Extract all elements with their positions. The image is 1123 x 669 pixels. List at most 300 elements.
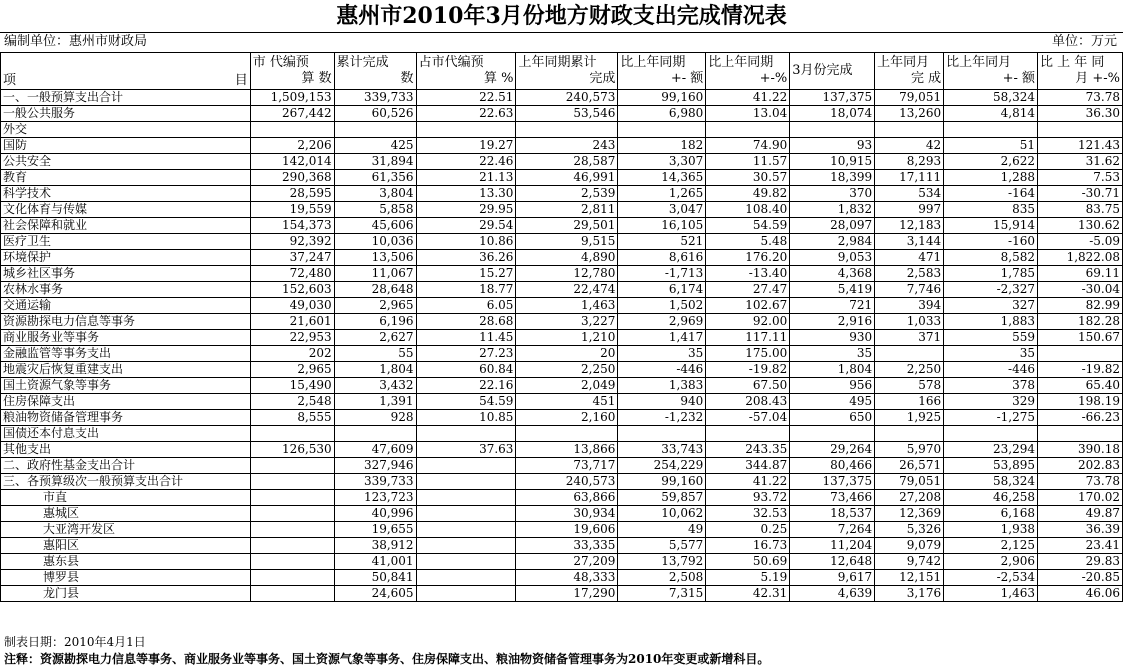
data-cell[interactable]: 166 (875, 394, 944, 410)
data-cell[interactable]: 2,539 (516, 186, 618, 202)
data-cell[interactable]: 50.69 (706, 554, 790, 570)
data-cell[interactable]: -30.71 (1038, 186, 1123, 202)
data-cell[interactable]: 327 (944, 298, 1038, 314)
data-cell[interactable] (944, 122, 1038, 138)
data-cell[interactable]: 2,125 (944, 538, 1038, 554)
data-cell[interactable]: 1,210 (516, 330, 618, 346)
data-cell[interactable]: 13.30 (416, 186, 516, 202)
data-cell[interactable]: 9,617 (790, 570, 875, 586)
data-cell[interactable]: 28,587 (516, 154, 618, 170)
data-cell[interactable]: 997 (875, 202, 944, 218)
data-cell[interactable]: 30,934 (516, 506, 618, 522)
data-cell[interactable]: 1,391 (334, 394, 416, 410)
data-cell[interactable]: 36.39 (1038, 522, 1123, 538)
data-cell[interactable]: 5,858 (334, 202, 416, 218)
data-cell[interactable]: 108.40 (706, 202, 790, 218)
data-cell[interactable]: 19,559 (250, 202, 334, 218)
data-cell[interactable]: 22.16 (416, 378, 516, 394)
data-cell[interactable]: 13,792 (618, 554, 706, 570)
data-cell[interactable]: 22.63 (416, 106, 516, 122)
data-cell[interactable]: 339,733 (334, 474, 416, 490)
row-label-cell[interactable]: 交通运输 (1, 298, 251, 314)
data-cell[interactable] (334, 122, 416, 138)
data-cell[interactable]: 37,247 (250, 250, 334, 266)
data-cell[interactable]: 54.59 (416, 394, 516, 410)
data-cell[interactable]: 6.05 (416, 298, 516, 314)
data-cell[interactable]: 3,804 (334, 186, 416, 202)
data-cell[interactable]: 940 (618, 394, 706, 410)
data-cell[interactable]: 6,196 (334, 314, 416, 330)
row-label-cell[interactable]: 金融监管等事务支出 (1, 346, 251, 362)
data-cell[interactable] (416, 458, 516, 474)
data-cell[interactable]: 2,250 (516, 362, 618, 378)
data-cell[interactable]: 2,583 (875, 266, 944, 282)
data-cell[interactable]: 327,946 (334, 458, 416, 474)
row-label-cell[interactable]: 农林水事务 (1, 282, 251, 298)
data-cell[interactable]: 32.53 (706, 506, 790, 522)
row-label-cell[interactable]: 地震灾后恢复重建支出 (1, 362, 251, 378)
data-cell[interactable]: 11.45 (416, 330, 516, 346)
data-cell[interactable] (250, 570, 334, 586)
data-cell[interactable]: 27.23 (416, 346, 516, 362)
data-cell[interactable]: 930 (790, 330, 875, 346)
data-cell[interactable]: 150.67 (1038, 330, 1123, 346)
data-cell[interactable]: 18,074 (790, 106, 875, 122)
data-cell[interactable]: 390.18 (1038, 442, 1123, 458)
data-cell[interactable] (706, 426, 790, 442)
data-cell[interactable]: 27,209 (516, 554, 618, 570)
data-cell[interactable]: 19.27 (416, 138, 516, 154)
data-cell[interactable]: 21,601 (250, 314, 334, 330)
row-label-cell[interactable]: 科学技术 (1, 186, 251, 202)
data-cell[interactable]: 58,324 (944, 474, 1038, 490)
data-cell[interactable]: 41.22 (706, 90, 790, 106)
data-cell[interactable]: 26,571 (875, 458, 944, 474)
data-cell[interactable]: 67.50 (706, 378, 790, 394)
data-cell[interactable]: 170.02 (1038, 490, 1123, 506)
data-cell[interactable]: 23.41 (1038, 538, 1123, 554)
data-cell[interactable]: 49 (618, 522, 706, 538)
data-cell[interactable]: 17,290 (516, 586, 618, 602)
data-cell[interactable] (790, 426, 875, 442)
data-cell[interactable]: 5.48 (706, 234, 790, 250)
data-cell[interactable]: 37.63 (416, 442, 516, 458)
row-label-cell[interactable]: 一般公共服务 (1, 106, 251, 122)
data-cell[interactable] (618, 426, 706, 442)
data-cell[interactable]: 31,894 (334, 154, 416, 170)
data-cell[interactable]: 290,368 (250, 170, 334, 186)
data-cell[interactable]: 1,938 (944, 522, 1038, 538)
data-cell[interactable]: 14,365 (618, 170, 706, 186)
data-cell[interactable]: 17,111 (875, 170, 944, 186)
data-cell[interactable]: 92,392 (250, 234, 334, 250)
data-cell[interactable]: 23,294 (944, 442, 1038, 458)
data-cell[interactable]: 650 (790, 410, 875, 426)
data-cell[interactable] (250, 426, 334, 442)
data-cell[interactable]: 49,030 (250, 298, 334, 314)
row-label-cell[interactable]: 市直 (1, 490, 251, 506)
data-cell[interactable] (1038, 346, 1123, 362)
data-cell[interactable]: 2,965 (250, 362, 334, 378)
data-cell[interactable]: -446 (618, 362, 706, 378)
data-cell[interactable]: 12,151 (875, 570, 944, 586)
data-cell[interactable]: 1,502 (618, 298, 706, 314)
data-cell[interactable] (250, 474, 334, 490)
data-cell[interactable]: 928 (334, 410, 416, 426)
row-label-cell[interactable]: 外交 (1, 122, 251, 138)
data-cell[interactable] (416, 586, 516, 602)
data-cell[interactable]: 7,315 (618, 586, 706, 602)
data-cell[interactable]: 49.82 (706, 186, 790, 202)
data-cell[interactable]: -20.85 (1038, 570, 1123, 586)
data-cell[interactable]: 123,723 (334, 490, 416, 506)
data-cell[interactable]: 83.75 (1038, 202, 1123, 218)
header-cell-9[interactable] (944, 53, 1038, 90)
data-cell[interactable]: 80,466 (790, 458, 875, 474)
data-cell[interactable]: 9,515 (516, 234, 618, 250)
data-cell[interactable]: 154,373 (250, 218, 334, 234)
header-cell-10[interactable] (1038, 53, 1123, 90)
data-cell[interactable] (250, 458, 334, 474)
data-cell[interactable]: 22,953 (250, 330, 334, 346)
data-cell[interactable]: 5,419 (790, 282, 875, 298)
data-cell[interactable]: 2,965 (334, 298, 416, 314)
data-cell[interactable]: 12,780 (516, 266, 618, 282)
data-cell[interactable]: 59,857 (618, 490, 706, 506)
data-cell[interactable] (875, 346, 944, 362)
data-cell[interactable]: 20 (516, 346, 618, 362)
data-cell[interactable]: 69.11 (1038, 266, 1123, 282)
data-cell[interactable]: 2,049 (516, 378, 618, 394)
data-cell[interactable]: 60.84 (416, 362, 516, 378)
data-cell[interactable]: 53,546 (516, 106, 618, 122)
data-cell[interactable]: 6,168 (944, 506, 1038, 522)
data-cell[interactable]: 29.95 (416, 202, 516, 218)
row-label-cell[interactable]: 龙门县 (1, 586, 251, 602)
data-cell[interactable]: 99,160 (618, 474, 706, 490)
data-cell[interactable]: 49.87 (1038, 506, 1123, 522)
data-cell[interactable] (706, 122, 790, 138)
data-cell[interactable]: 175.00 (706, 346, 790, 362)
data-cell[interactable]: -5.09 (1038, 234, 1123, 250)
data-cell[interactable]: -19.82 (1038, 362, 1123, 378)
data-cell[interactable]: 53,895 (944, 458, 1038, 474)
data-cell[interactable]: 65.40 (1038, 378, 1123, 394)
data-cell[interactable] (416, 122, 516, 138)
data-cell[interactable]: 35 (790, 346, 875, 362)
data-cell[interactable]: 254,229 (618, 458, 706, 474)
data-cell[interactable] (875, 122, 944, 138)
data-cell[interactable]: 370 (790, 186, 875, 202)
data-cell[interactable]: 15.27 (416, 266, 516, 282)
data-cell[interactable]: -2,534 (944, 570, 1038, 586)
data-cell[interactable]: 4,368 (790, 266, 875, 282)
data-cell[interactable]: -19.82 (706, 362, 790, 378)
data-cell[interactable]: 121.43 (1038, 138, 1123, 154)
data-cell[interactable]: 137,375 (790, 474, 875, 490)
data-cell[interactable]: 3,307 (618, 154, 706, 170)
data-cell[interactable]: 7.53 (1038, 170, 1123, 186)
data-cell[interactable]: 578 (875, 378, 944, 394)
data-cell[interactable]: 28,097 (790, 218, 875, 234)
data-cell[interactable]: 29.83 (1038, 554, 1123, 570)
data-cell[interactable]: 956 (790, 378, 875, 394)
data-cell[interactable]: 142,014 (250, 154, 334, 170)
data-cell[interactable]: 63,866 (516, 490, 618, 506)
row-label-cell[interactable]: 一、一般预算支出合计 (1, 90, 251, 106)
data-cell[interactable]: 18.77 (416, 282, 516, 298)
data-cell[interactable] (416, 506, 516, 522)
data-cell[interactable]: 1,822.08 (1038, 250, 1123, 266)
data-cell[interactable]: 36.30 (1038, 106, 1123, 122)
data-cell[interactable]: 10,915 (790, 154, 875, 170)
data-cell[interactable]: 51 (944, 138, 1038, 154)
row-label-cell[interactable]: 国土资源气象等事务 (1, 378, 251, 394)
header-cell-2[interactable] (334, 53, 416, 90)
data-cell[interactable]: 451 (516, 394, 618, 410)
data-cell[interactable]: 394 (875, 298, 944, 314)
data-cell[interactable]: -1,232 (618, 410, 706, 426)
data-cell[interactable]: 5,577 (618, 538, 706, 554)
data-cell[interactable]: -66.23 (1038, 410, 1123, 426)
data-cell[interactable] (416, 426, 516, 442)
row-label-cell[interactable]: 医疗卫生 (1, 234, 251, 250)
data-cell[interactable]: 22.46 (416, 154, 516, 170)
data-cell[interactable]: -30.04 (1038, 282, 1123, 298)
data-cell[interactable]: 1,383 (618, 378, 706, 394)
data-cell[interactable]: 3,047 (618, 202, 706, 218)
data-cell[interactable]: 202 (250, 346, 334, 362)
data-cell[interactable]: 6,980 (618, 106, 706, 122)
data-cell[interactable]: 5,970 (875, 442, 944, 458)
header-cell-4[interactable] (516, 53, 618, 90)
data-cell[interactable]: 48,333 (516, 570, 618, 586)
data-cell[interactable]: 33,335 (516, 538, 618, 554)
data-cell[interactable]: 93 (790, 138, 875, 154)
data-cell[interactable]: 45,606 (334, 218, 416, 234)
data-cell[interactable] (250, 522, 334, 538)
data-cell[interactable] (250, 554, 334, 570)
data-cell[interactable]: 3,227 (516, 314, 618, 330)
data-cell[interactable]: 21.13 (416, 170, 516, 186)
data-cell[interactable]: 73.78 (1038, 90, 1123, 106)
data-cell[interactable]: 1,785 (944, 266, 1038, 282)
data-cell[interactable]: 534 (875, 186, 944, 202)
data-cell[interactable]: 243 (516, 138, 618, 154)
data-cell[interactable]: 2,160 (516, 410, 618, 426)
data-cell[interactable]: 18,537 (790, 506, 875, 522)
data-cell[interactable] (334, 426, 416, 442)
data-cell[interactable] (944, 426, 1038, 442)
data-cell[interactable]: 126,530 (250, 442, 334, 458)
data-cell[interactable]: 3,144 (875, 234, 944, 250)
row-label-cell[interactable]: 文化体育与传媒 (1, 202, 251, 218)
data-cell[interactable]: 72,480 (250, 266, 334, 282)
header-cell-3[interactable] (416, 53, 516, 90)
row-label-cell[interactable]: 社会保障和就业 (1, 218, 251, 234)
data-cell[interactable]: 13,506 (334, 250, 416, 266)
data-cell[interactable]: 4,890 (516, 250, 618, 266)
data-cell[interactable]: -160 (944, 234, 1038, 250)
row-label-cell[interactable]: 惠阳区 (1, 538, 251, 554)
data-cell[interactable]: 378 (944, 378, 1038, 394)
data-cell[interactable]: 42.31 (706, 586, 790, 602)
data-cell[interactable]: 721 (790, 298, 875, 314)
row-label-cell[interactable]: 城乡社区事务 (1, 266, 251, 282)
data-cell[interactable]: 1,265 (618, 186, 706, 202)
data-cell[interactable]: 12,648 (790, 554, 875, 570)
header-cell-1[interactable] (250, 53, 334, 90)
data-cell[interactable]: 198.19 (1038, 394, 1123, 410)
data-cell[interactable]: 2,548 (250, 394, 334, 410)
data-cell[interactable]: 93.72 (706, 490, 790, 506)
data-cell[interactable]: 13,866 (516, 442, 618, 458)
data-cell[interactable]: 29.54 (416, 218, 516, 234)
data-cell[interactable]: 1,463 (944, 586, 1038, 602)
data-cell[interactable]: 73,717 (516, 458, 618, 474)
data-cell[interactable]: 6,174 (618, 282, 706, 298)
data-cell[interactable]: 7,264 (790, 522, 875, 538)
data-cell[interactable]: 61,356 (334, 170, 416, 186)
data-cell[interactable]: 41.22 (706, 474, 790, 490)
data-cell[interactable]: 1,417 (618, 330, 706, 346)
data-cell[interactable]: 79,051 (875, 474, 944, 490)
data-cell[interactable]: 12,369 (875, 506, 944, 522)
data-cell[interactable]: 30.57 (706, 170, 790, 186)
data-cell[interactable]: 35 (944, 346, 1038, 362)
data-cell[interactable]: -446 (944, 362, 1038, 378)
data-cell[interactable]: 1,509,153 (250, 90, 334, 106)
data-cell[interactable]: 2,627 (334, 330, 416, 346)
data-cell[interactable]: 58,324 (944, 90, 1038, 106)
data-cell[interactable]: 92.00 (706, 314, 790, 330)
data-cell[interactable]: 0.25 (706, 522, 790, 538)
data-cell[interactable]: 27,208 (875, 490, 944, 506)
data-cell[interactable] (416, 522, 516, 538)
data-cell[interactable]: 5.19 (706, 570, 790, 586)
data-cell[interactable]: -57.04 (706, 410, 790, 426)
data-cell[interactable]: 18,399 (790, 170, 875, 186)
data-cell[interactable]: 15,490 (250, 378, 334, 394)
data-cell[interactable]: 73,466 (790, 490, 875, 506)
data-cell[interactable] (250, 506, 334, 522)
data-cell[interactable]: 2,622 (944, 154, 1038, 170)
data-cell[interactable]: 82.99 (1038, 298, 1123, 314)
data-cell[interactable] (875, 426, 944, 442)
data-cell[interactable]: 208.43 (706, 394, 790, 410)
data-cell[interactable]: 182.28 (1038, 314, 1123, 330)
data-cell[interactable]: 9,053 (790, 250, 875, 266)
data-cell[interactable]: 54.59 (706, 218, 790, 234)
data-cell[interactable]: 46,991 (516, 170, 618, 186)
data-cell[interactable] (516, 426, 618, 442)
data-cell[interactable]: 35 (618, 346, 706, 362)
data-cell[interactable]: 835 (944, 202, 1038, 218)
data-cell[interactable]: 11,204 (790, 538, 875, 554)
data-cell[interactable]: 73.78 (1038, 474, 1123, 490)
data-cell[interactable]: 339,733 (334, 90, 416, 106)
data-cell[interactable]: 176.20 (706, 250, 790, 266)
data-cell[interactable]: 36.26 (416, 250, 516, 266)
data-cell[interactable]: 16.73 (706, 538, 790, 554)
data-cell[interactable]: 182 (618, 138, 706, 154)
header-cell-8[interactable] (875, 53, 944, 90)
data-cell[interactable]: 28.68 (416, 314, 516, 330)
data-cell[interactable]: 74.90 (706, 138, 790, 154)
data-cell[interactable]: 13,260 (875, 106, 944, 122)
row-label-cell[interactable]: 教育 (1, 170, 251, 186)
data-cell[interactable] (416, 554, 516, 570)
data-cell[interactable] (416, 570, 516, 586)
data-cell[interactable]: 8,616 (618, 250, 706, 266)
data-cell[interactable]: 240,573 (516, 90, 618, 106)
data-cell[interactable]: 9,079 (875, 538, 944, 554)
data-cell[interactable]: 2,969 (618, 314, 706, 330)
data-cell[interactable] (790, 122, 875, 138)
data-cell[interactable]: 16,105 (618, 218, 706, 234)
row-label-cell[interactable]: 二、政府性基金支出合计 (1, 458, 251, 474)
data-cell[interactable]: 202.83 (1038, 458, 1123, 474)
row-label-cell[interactable]: 其他支出 (1, 442, 251, 458)
data-cell[interactable]: 559 (944, 330, 1038, 346)
data-cell[interactable]: 79,051 (875, 90, 944, 106)
data-cell[interactable]: 471 (875, 250, 944, 266)
data-cell[interactable]: 29,501 (516, 218, 618, 234)
data-cell[interactable] (516, 122, 618, 138)
data-cell[interactable]: 24,605 (334, 586, 416, 602)
data-cell[interactable]: 3,176 (875, 586, 944, 602)
row-label-cell[interactable]: 商业服务业等事务 (1, 330, 251, 346)
data-cell[interactable]: 240,573 (516, 474, 618, 490)
data-cell[interactable]: 130.62 (1038, 218, 1123, 234)
data-cell[interactable]: 12,183 (875, 218, 944, 234)
data-cell[interactable]: 1,288 (944, 170, 1038, 186)
data-cell[interactable]: 329 (944, 394, 1038, 410)
data-cell[interactable]: 11.57 (706, 154, 790, 170)
row-label-cell[interactable]: 三、各预算级次一般预算支出合计 (1, 474, 251, 490)
data-cell[interactable]: 50,841 (334, 570, 416, 586)
data-cell[interactable]: 137,375 (790, 90, 875, 106)
data-cell[interactable]: -13.40 (706, 266, 790, 282)
data-cell[interactable]: 425 (334, 138, 416, 154)
data-cell[interactable] (250, 538, 334, 554)
data-cell[interactable]: 8,293 (875, 154, 944, 170)
data-cell[interactable]: 15,914 (944, 218, 1038, 234)
data-cell[interactable]: -2,327 (944, 282, 1038, 298)
data-cell[interactable]: 8,582 (944, 250, 1038, 266)
header-cell-5[interactable] (618, 53, 706, 90)
data-cell[interactable]: 4,814 (944, 106, 1038, 122)
data-cell[interactable]: 9,742 (875, 554, 944, 570)
data-cell[interactable] (1038, 426, 1123, 442)
data-cell[interactable]: 2,206 (250, 138, 334, 154)
data-cell[interactable]: 38,912 (334, 538, 416, 554)
data-cell[interactable]: 29,264 (790, 442, 875, 458)
data-cell[interactable]: 344.87 (706, 458, 790, 474)
data-cell[interactable]: -164 (944, 186, 1038, 202)
data-cell[interactable] (416, 538, 516, 554)
data-cell[interactable]: -1,275 (944, 410, 1038, 426)
data-cell[interactable]: 55 (334, 346, 416, 362)
data-cell[interactable]: 22,474 (516, 282, 618, 298)
data-cell[interactable]: 1,832 (790, 202, 875, 218)
data-cell[interactable]: 33,743 (618, 442, 706, 458)
data-cell[interactable]: 10.86 (416, 234, 516, 250)
row-label-cell[interactable]: 环境保护 (1, 250, 251, 266)
data-cell[interactable]: 27.47 (706, 282, 790, 298)
data-cell[interactable]: 495 (790, 394, 875, 410)
data-cell[interactable]: 5,326 (875, 522, 944, 538)
